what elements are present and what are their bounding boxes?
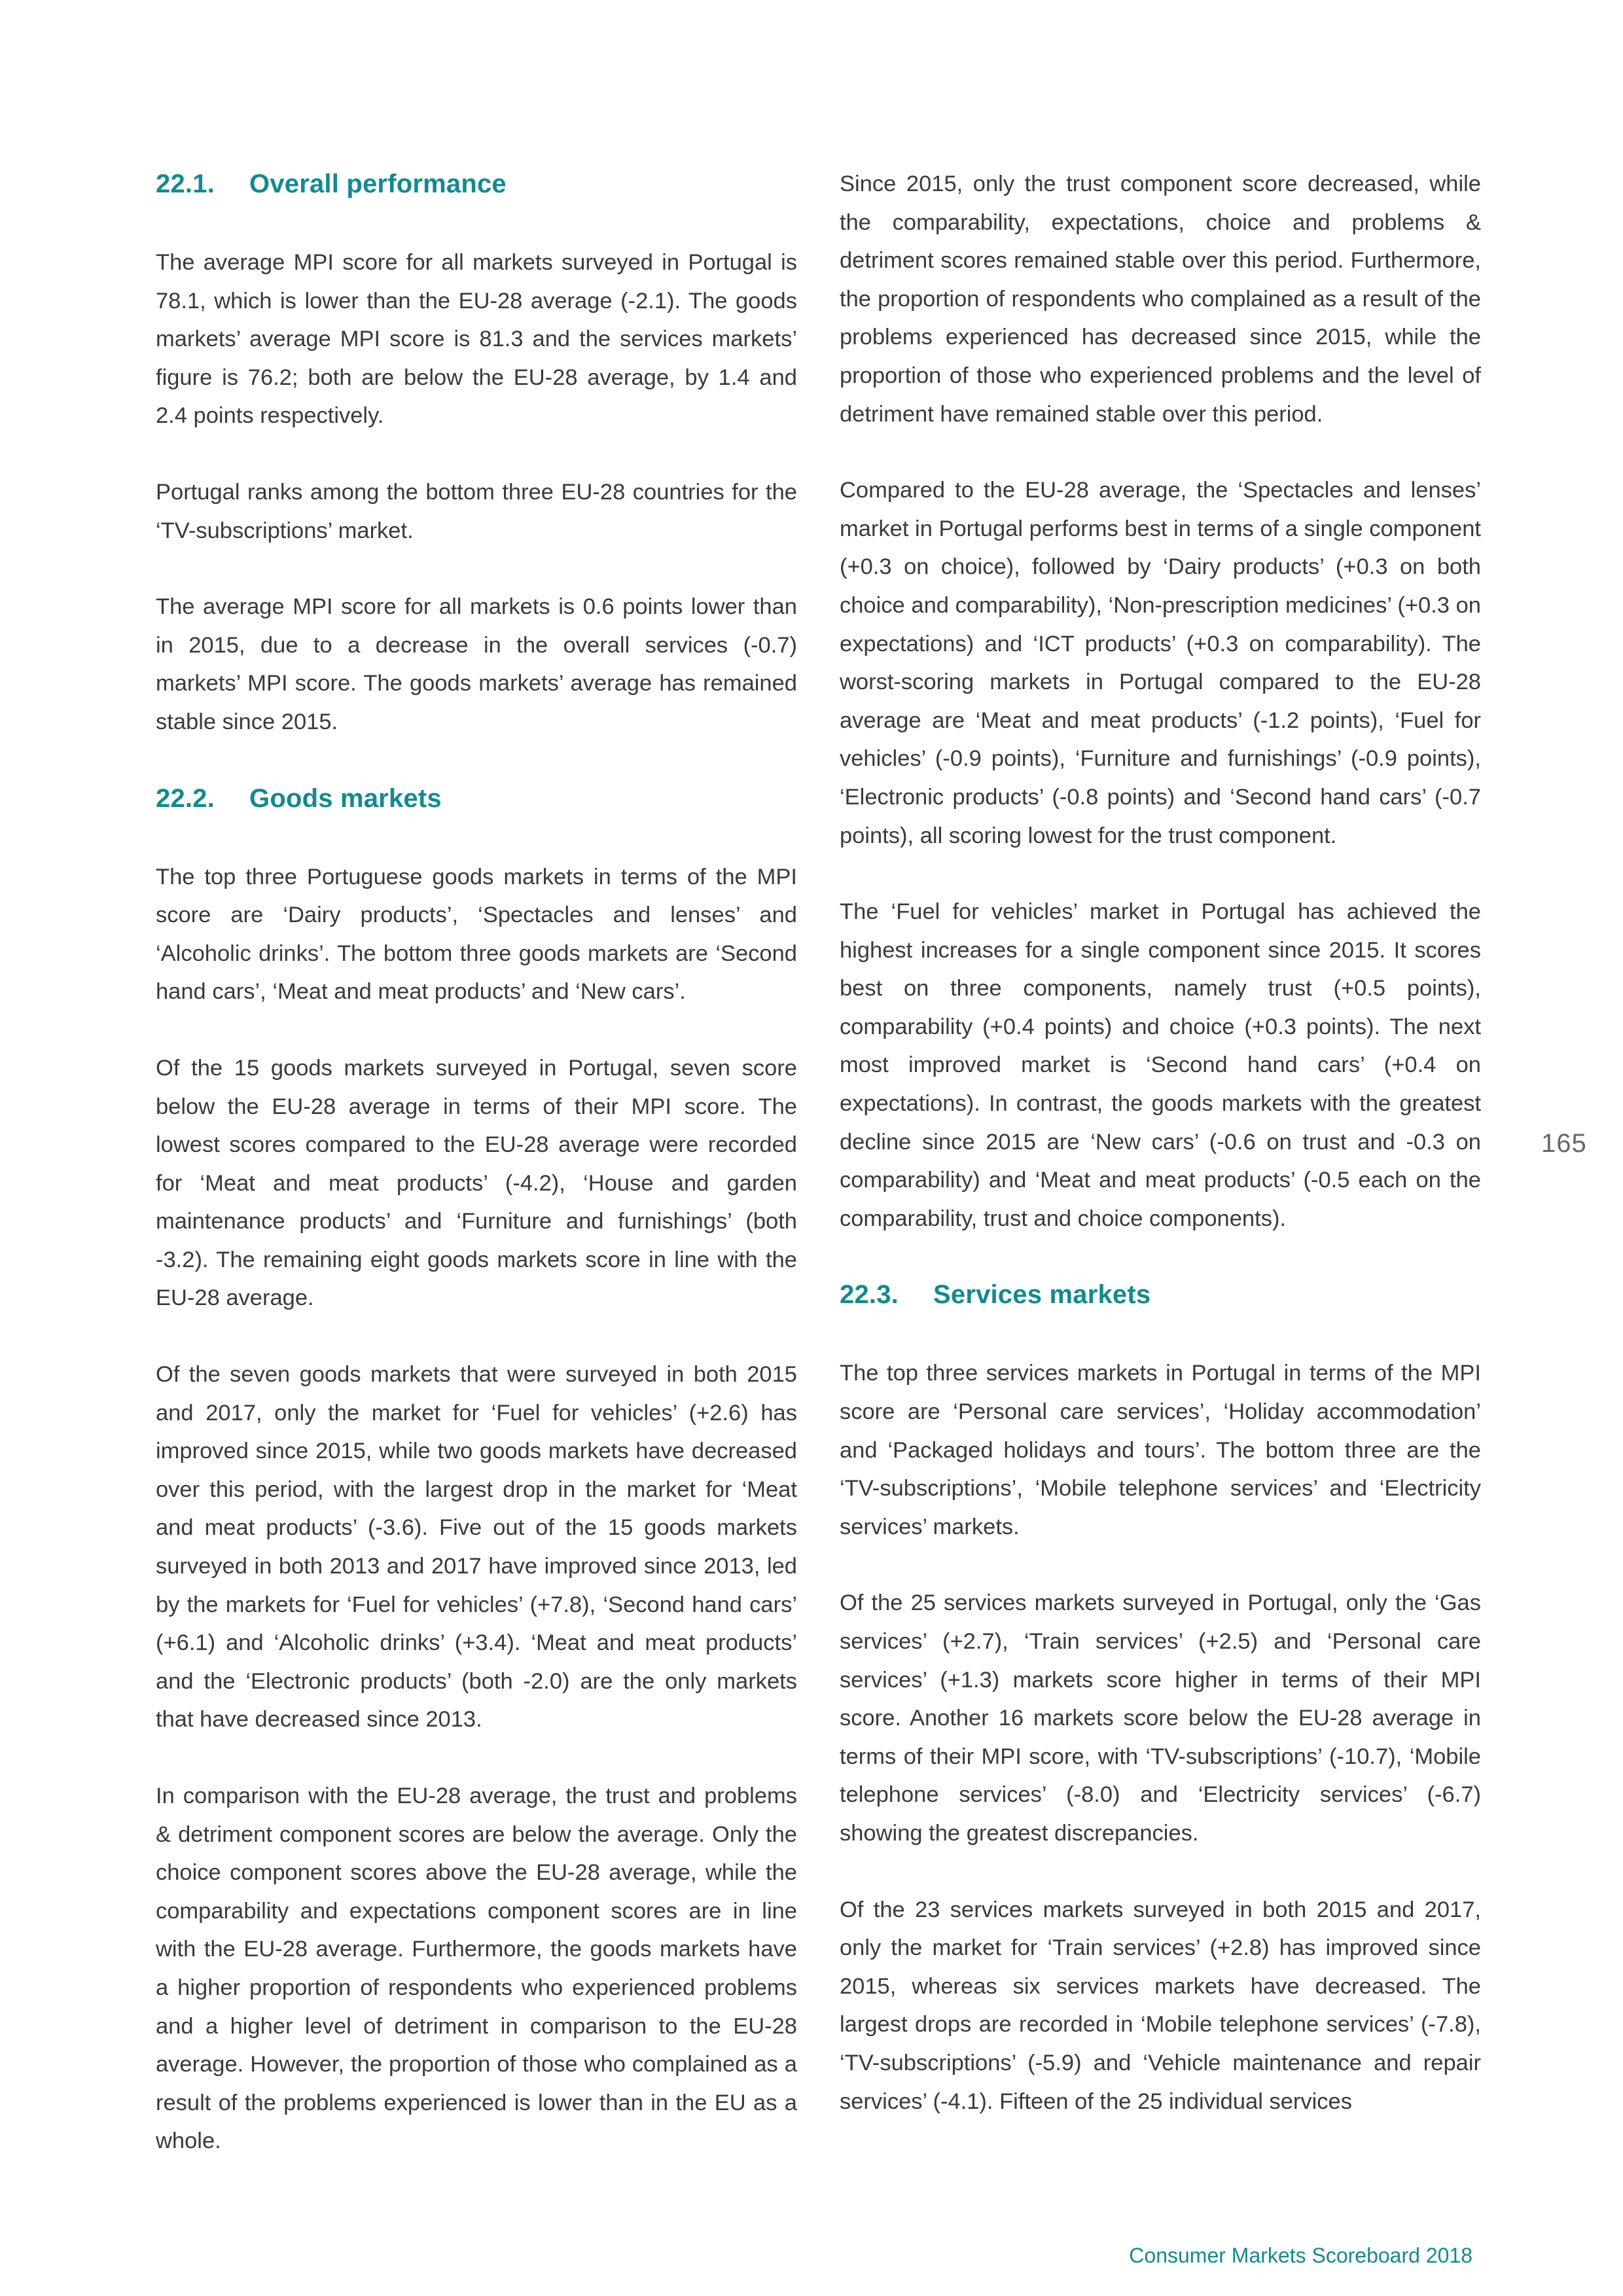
section-title: Services markets xyxy=(933,1280,1151,1310)
section-title: Goods markets xyxy=(249,783,442,813)
paragraph: The ‘Fuel for vehicles’ market in Portugal has achieved the highest increases for a single component since 2015. It scores best on three components, namely trust (+0.5 points), comparability (+0.4 points) and choice (+0.3 points). The next most improved market is ‘Second hand cars’ (+0.4 on expectations). In contrast, the goods markets with the greatest decline since 2015 are ‘New cars’ (-0.6 on trust and -0.3 on comparability) and ‘Meat and meat products’ (-0.5 each on the comparability, trust and choice components). xyxy=(840,899,1481,1231)
section-heading-overall-performance xyxy=(156,165,797,203)
paragraph: The average MPI score for all markets is 0.6 points lower than in 2015, due to a decrease in the overall services (-0.7) markets’ MPI score. The goods markets’ average has remained stable since 2015. xyxy=(156,594,797,734)
section-number: 22.2. xyxy=(156,783,215,813)
paragraph: Of the 15 goods markets surveyed in Portugal, seven score below the EU-28 average in terms of their MPI score. The lowest scores compared to the EU-28 average were recorded for ‘Meat and meat products’ (-4.2), ‘House and garden maintenance products’ and ‘Furniture and furnishings’ (both -3.2). The remaining eight goods markets score in line with the EU-28 average. xyxy=(156,1055,797,1311)
paragraph: The top three Portuguese goods markets in terms of the MPI score are ‘Dairy products’, ‘Spectacles and lenses’ and ‘Alcoholic drinks’. The bottom three goods markets are ‘Second hand cars’, ‘Meat and meat products’ and ‘New cars’. xyxy=(156,864,797,1005)
paragraph: Portugal ranks among the bottom three EU-28 countries for the ‘TV-subscriptions’ market. xyxy=(156,479,797,543)
page-number: 165 xyxy=(1541,1129,1587,1158)
section-number: 22.1. xyxy=(156,170,215,198)
section-title: Overall performance xyxy=(249,170,507,198)
paragraph: Of the 25 services markets surveyed in Portugal, only the ‘Gas services’ (+2.7), ‘Train services’ (+2.5) and ‘Personal care services’ (+1.3) markets score higher in terms of their MPI score. Another 16 markets score below the EU-28 average in terms of their MPI score, with ‘TV-subscriptions’ (-10.7), ‘Mobile telephone services’ (-8.0) and ‘Electricity services’ (-6.7) showing the greatest discrepancies. xyxy=(840,1590,1481,1846)
paragraph: The average MPI score for all markets surveyed in Portugal is 78.1, which is lower than the EU-28 average (-2.1). The goods markets’ average MPI score is 81.3 and the services markets’ figure is 76.2; both are below the EU-28 average, by 1.4 and 2.4 points respectively. xyxy=(156,250,797,429)
footer-publication-title: Consumer Markets Scoreboard 2018 xyxy=(1129,2244,1472,2267)
right-column xyxy=(840,165,1481,2159)
left-column xyxy=(156,165,797,2198)
paragraph: Of the 23 services markets surveyed in both 2015 and 2017, only the market for ‘Train services’ (+2.8) has improved since 2015, whereas six services markets have decreased. The largest drops are recorded in ‘Mobile telephone services’ (-7.8), ‘TV-subscriptions’ (-5.9) and ‘Vehicle maintenance and repair services’ (-4.1). Fifteen of the 25 individual services xyxy=(840,1897,1481,2114)
section-number: 22.3. xyxy=(840,1280,899,1310)
paragraph: Of the seven goods markets that were surveyed in both 2015 and 2017, only the market for ‘Fuel for vehicles’ (+2.6) has improved since 2015, while two goods markets have decreased over this period, with the largest drop in the market for ‘Meat and meat products’ (-3.6). Five out of the 15 goods markets surveyed in both 2013 and 2017 have improved since 2013, led by the markets for ‘Fuel for vehicles’ (+7.8), ‘Second hand cars’ (+6.1) and ‘Alcoholic drinks’ (+3.4). ‘Meat and meat products’ and the ‘Electronic products’ (both -2.0) are the only markets that have decreased since 2013. xyxy=(156,1362,797,1732)
paragraph: The top three services markets in Portugal in terms of the MPI score are ‘Personal care services’, ‘Holiday accommodation’ and ‘Packaged holidays and tours’. The bottom three are the ‘TV-subscriptions’, ‘Mobile telephone services’ and ‘Electricity services’ markets. xyxy=(840,1361,1481,1539)
paragraph: Since 2015, only the trust component score decreased, while the comparability, expectations, choice and problems & detriment scores remained stable over this period. Furthermore, the proportion of respondents who complained as a result of the problems experienced has decreased since 2015, while the proportion of those who experienced problems and the level of detriment have remained stable over this period. xyxy=(840,171,1481,427)
section-heading-goods-markets xyxy=(156,780,797,817)
paragraph: Compared to the EU-28 average, the ‘Spectacles and lenses’ market in Portugal performs best in terms of a single component (+0.3 on choice), followed by ‘Dairy products’ (+0.3 on both choice and comparability), ‘Non-prescription medicines’ (+0.3 on expectations) and ‘ICT products’ (+0.3 on comparability). The worst-scoring markets in Portugal compared to the EU-28 average are ‘Meat and meat products’ (-1.2 points), ‘Fuel for vehicles’ (-0.9 points), ‘Furniture and furnishings’ (-0.9 points), ‘Electronic products’ (-0.8 points) and ‘Second hand cars’ (-0.7 points), all scoring lowest for the trust component. xyxy=(840,478,1481,848)
section-heading-services-markets xyxy=(840,1276,1481,1314)
paragraph: In comparison with the EU-28 average, the trust and problems & detriment component scores are below the average. Only the choice component scores above the EU-28 average, while the comparability and expectations component scores are in line with the EU-28 average. Furthermore, the goods markets have a higher proportion of respondents who experienced problems and a higher level of detriment in comparison to the EU-28 average. However, the proportion of those who complained as a result of the problems experienced is lower than in the EU as a whole. xyxy=(156,1784,797,2154)
